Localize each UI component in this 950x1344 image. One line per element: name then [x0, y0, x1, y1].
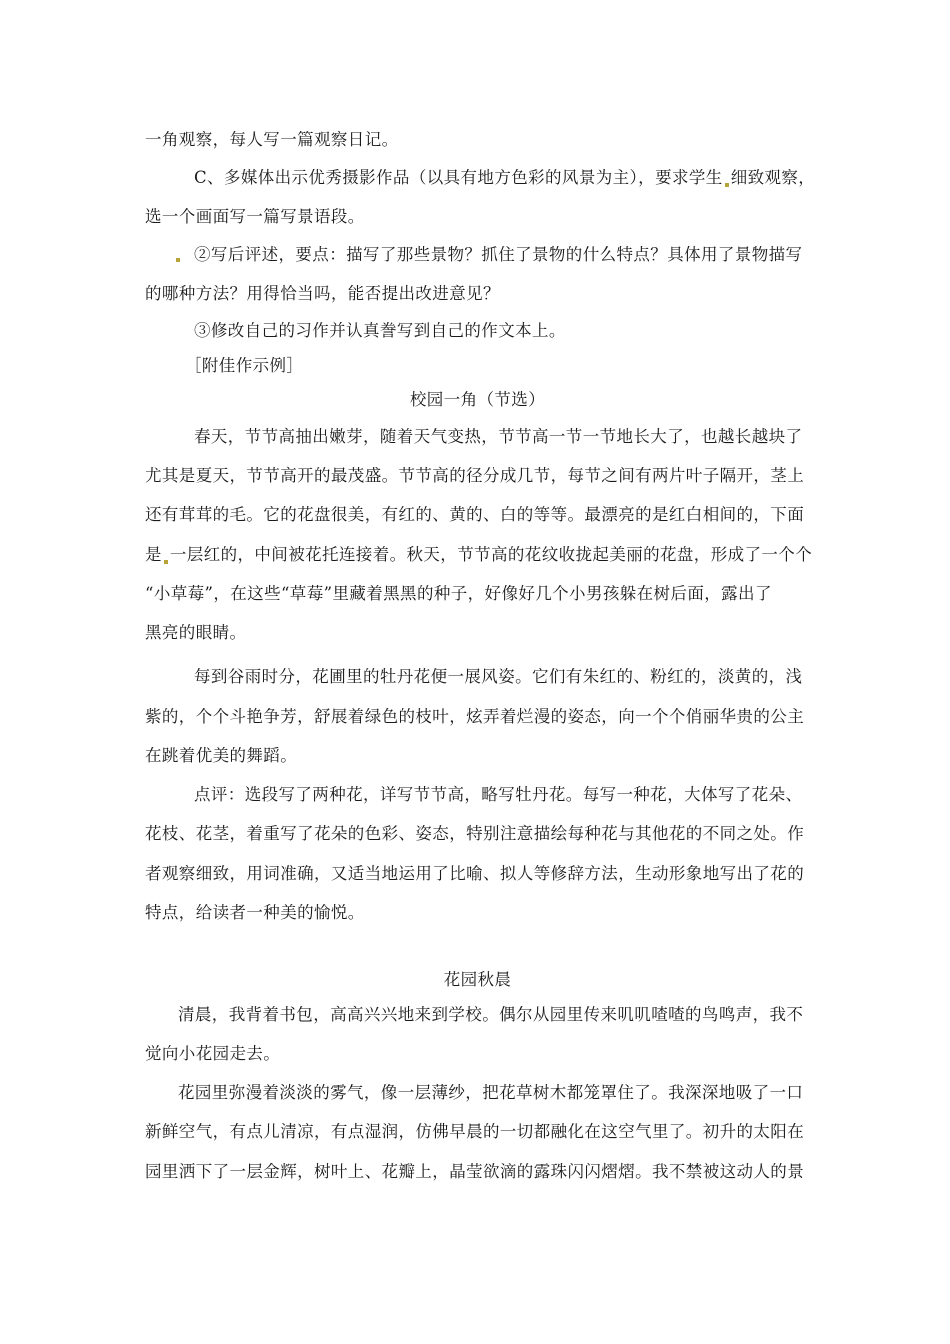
- text-line: 黑亮的眼睛。: [145, 623, 247, 642]
- text-line: [145, 545, 812, 565]
- text-segment: 细致观察，: [730, 168, 816, 187]
- text-line: ③修改自己的习作并认真誊写到自己的作文本上。: [194, 321, 566, 340]
- text-line: 选一个画面写一篇写景语段。: [145, 207, 365, 226]
- text-line: 园里洒下了一层金辉，树叶上、花瓣上，晶莹欲滴的露珠闪闪熠熠。我不禁被这动人的景: [145, 1162, 805, 1181]
- section-title: 花园秋晨: [443, 970, 512, 989]
- text-line: 的哪种方法？用得恰当吗，能否提出改进意见？: [145, 284, 500, 303]
- text-line: 每到谷雨时分，花圃里的牡丹花便一展风姿。它们有朱红的、粉红的，淡黄的，浅: [194, 667, 803, 686]
- text-line: [194, 168, 815, 188]
- text-line: ②写后评述，要点：描写了那些景物？抓住了景物的什么特点？具体用了景物描写: [194, 245, 803, 264]
- text-line: 在跳着优美的舞蹈。: [145, 746, 298, 765]
- text-line: 点评：选段写了两种花，详写节节高，略写牡丹花。每写一种花，大体写了花朵、: [194, 785, 803, 804]
- text-line: 清晨，我背着书包，高高兴兴地来到学校。偶尔从园里传来叽叽喳喳的鸟鸣声，我不: [178, 1005, 804, 1024]
- text-line: 花枝、花茎，着重写了花朵的色彩、姿态，特别注意描绘每种花与其他花的不同之处。作: [145, 824, 805, 843]
- text-line: 觉向小花园走去。: [145, 1044, 281, 1063]
- mark-dot: [164, 560, 168, 564]
- text-line: 新鲜空气，有点儿清凉，有点湿润，仿佛早晨的一切都融化在这空气里了。初升的太阳在: [145, 1122, 805, 1141]
- text-line: ［附佳作示例］: [185, 356, 304, 375]
- text-line: 还有茸茸的毛。它的花盘很美，有红的、黄的、白的等等。最漂亮的是红白相间的，下面: [145, 505, 805, 524]
- text-line: 花园里弥漫着淡淡的雾气，像一层薄纱，把花草树木都笼罩住了。我深深地吸了一口: [178, 1083, 804, 1102]
- text-line: 一角观察，每人写一篇观察日记。: [145, 130, 399, 149]
- mark-dot: [176, 258, 180, 262]
- text-segment: 是: [145, 545, 162, 564]
- text-segment: 一层红的，中间被花托连接着。秋天，节节高的花纹收拢起美丽的花盘，形成了一个个: [169, 545, 813, 564]
- text-line: “小草莓”，在这些“草莓”里藏着黑黑的种子，好像好几个小男孩躲在树后面，露出了: [145, 584, 772, 603]
- mark-dot: [725, 183, 729, 187]
- text-line: 尤其是夏天，节节高开的最茂盛。节节高的径分成几节，每节之间有两片叶子隔开，茎上: [145, 466, 805, 485]
- text-line: 者观察细致，用词准确，又适当地运用了比喻、拟人等修辞方法，生动形象地写出了花的: [145, 864, 805, 883]
- text-segment: C、多媒体出示优秀摄影作品（以具有地方色彩的风景为主），要求学生: [194, 168, 723, 187]
- text-line: 特点，给读者一种美的愉悦。: [145, 903, 365, 922]
- section-title: 校园一角（节选）: [409, 390, 546, 409]
- text-line: 春天，节节高抽出嫩芽，随着天气变热，节节高一节一节地长大了，也越长越块了: [194, 427, 803, 446]
- text-line: 紫的，个个斗艳争芳，舒展着绿色的枝叶，炫弄着烂漫的姿态，向一个个俏丽华贵的公主: [145, 707, 805, 726]
